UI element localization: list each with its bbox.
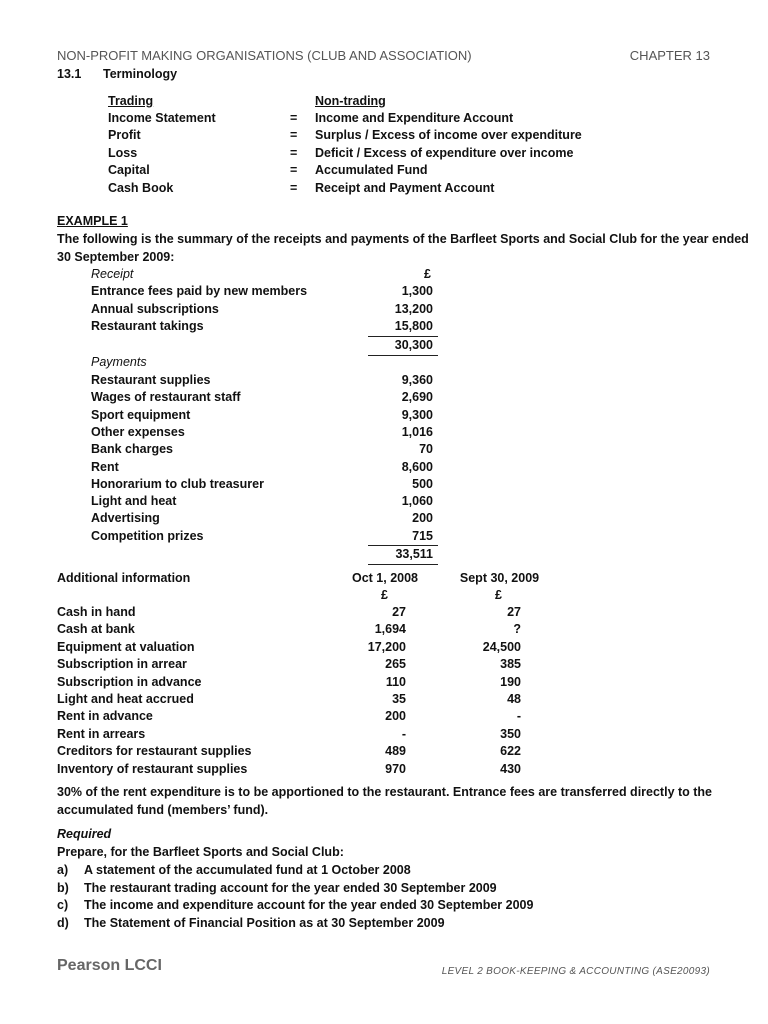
additional-info-row: [0, 621, 768, 639]
equals-sign: =: [290, 180, 298, 195]
equals-sign: =: [290, 163, 298, 178]
required-item: [0, 915, 768, 933]
required-item-letter: d): [57, 915, 69, 930]
payment-row: [0, 528, 768, 546]
required-item: [0, 880, 768, 898]
additional-info-row: [0, 639, 768, 657]
additional-value-sept-2009: 48: [507, 692, 521, 706]
payment-label: Bank charges: [91, 442, 173, 457]
terminology-row: [0, 162, 768, 180]
additional-info-row: [0, 604, 768, 622]
additional-col1-heading: Oct 1, 2008: [351, 571, 418, 585]
required-heading: Required: [57, 827, 112, 841]
footer-course-label: LEVEL 2 BOOK-KEEPING & ACCOUNTING (ASE20093): [441, 966, 710, 977]
payment-amount: 200: [412, 511, 433, 526]
payment-label: Advertising: [91, 511, 160, 526]
payment-row: [0, 459, 768, 477]
page-header-title: NON-PROFIT MAKING ORGANISATIONS (CLUB AND ASSOCIATION): [57, 48, 472, 63]
payment-row: [0, 510, 768, 528]
payment-amount: 9,360: [401, 373, 433, 387]
additional-col2-heading: Sept 30, 2009: [459, 571, 540, 585]
payment-amount: 8,600: [401, 459, 433, 474]
additional-col1-currency: £: [381, 588, 388, 602]
additional-value-sept-2009: ?: [513, 622, 521, 637]
section-number: 13.1: [57, 67, 82, 81]
payment-row: [0, 476, 768, 494]
additional-info-label: Rent in advance: [57, 709, 153, 724]
payment-amount: 9,300: [401, 407, 433, 422]
required-item-letter: c): [57, 898, 69, 912]
additional-value-sept-2009: 430: [500, 761, 521, 776]
receipt-amount: 15,800: [394, 319, 433, 334]
additional-value-oct-2008: 17,200: [367, 639, 406, 654]
additional-info-row: [0, 726, 768, 744]
receipt-row: [0, 301, 768, 319]
additional-info-row: [0, 691, 768, 709]
additional-value-sept-2009: 385: [500, 657, 521, 672]
terminology-non-trading-heading: Non-trading: [315, 94, 386, 108]
additional-col2-currency: £: [495, 588, 502, 602]
terminology-trading-term: Cash Book: [108, 180, 174, 195]
payment-label: Rent: [91, 459, 119, 474]
payment-label: Competition prizes: [91, 528, 204, 543]
terminology-trading-heading: Trading: [108, 94, 154, 108]
terminology-row: [0, 127, 768, 145]
payment-row: [0, 407, 768, 425]
equals-sign: =: [290, 128, 298, 143]
receipts-total: 30,300: [394, 338, 433, 352]
additional-value-oct-2008: -: [401, 726, 406, 741]
payment-amount: 2,690: [401, 390, 433, 405]
additional-value-oct-2008: 970: [385, 761, 406, 776]
payment-label: Other expenses: [91, 424, 185, 439]
payments-heading: Payments: [91, 355, 147, 369]
additional-value-sept-2009: 350: [500, 726, 521, 741]
receipt-amount: 13,200: [394, 301, 433, 316]
terminology-row: [0, 180, 768, 198]
footer-brand: Pearson LCCI: [57, 957, 162, 974]
terminology-non-trading-term: Accumulated Fund: [315, 163, 428, 178]
additional-info-label: Inventory of restaurant supplies: [57, 761, 248, 776]
payment-label: Light and heat: [91, 494, 177, 509]
required-item-letter: a): [57, 863, 69, 877]
terminology-row: [0, 110, 768, 128]
payment-row: [0, 372, 768, 390]
receipt-label: Restaurant takings: [91, 319, 204, 334]
example-intro-line1: The following is the summary of the receipts and payments of the Barfleet Sports and Social Club for the year ended: [57, 232, 749, 246]
note-line1: 30% of the rent expenditure is to be apportioned to the restaurant. Entrance fees are transferred directly to the: [57, 785, 713, 799]
additional-info-label: Equipment at valuation: [57, 639, 195, 654]
payment-label: Restaurant supplies: [91, 373, 211, 387]
payment-amount: 70: [419, 442, 433, 457]
additional-heading: Additional information: [57, 571, 191, 585]
additional-info-row: [0, 708, 768, 726]
required-item-text: The restaurant trading account for the year ended 30 September 2009: [84, 880, 497, 895]
additional-info-label: Subscription in arrear: [57, 657, 187, 672]
additional-value-oct-2008: 110: [385, 674, 406, 689]
additional-info-label: Cash at bank: [57, 622, 135, 637]
additional-info-label: Creditors for restaurant supplies: [57, 744, 252, 759]
additional-value-oct-2008: 489: [385, 744, 406, 759]
payments-total: 33,511: [395, 547, 433, 561]
payment-amount: 1,016: [401, 424, 433, 439]
payment-amount: 1,060: [401, 494, 433, 509]
additional-value-sept-2009: -: [516, 709, 521, 724]
required-intro: Prepare, for the Barfleet Sports and Social Club:: [57, 845, 344, 859]
terminology-row: [0, 145, 768, 163]
equals-sign: =: [290, 111, 298, 125]
required-item-letter: b): [57, 880, 69, 895]
additional-info-row: [0, 674, 768, 692]
payment-row: [0, 493, 768, 511]
payments-total-rule: [368, 564, 438, 565]
additional-info-row: [0, 761, 768, 779]
additional-value-oct-2008: 1,694: [374, 622, 406, 637]
required-item: [0, 862, 768, 880]
payment-label: Wages of restaurant staff: [91, 390, 241, 405]
required-item-text: A statement of the accumulated fund at 1 October 2008: [84, 863, 411, 877]
additional-value-oct-2008: 200: [385, 709, 406, 724]
payment-label: Honorarium to club treasurer: [91, 476, 264, 491]
receipt-row: [0, 318, 768, 336]
section-title: Terminology: [103, 67, 178, 81]
receipts-total-rule: [368, 355, 438, 356]
additional-value-sept-2009: 27: [507, 605, 521, 619]
receipt-currency: £: [424, 267, 431, 281]
terminology-non-trading-term: Income and Expenditure Account: [315, 111, 514, 125]
receipt-row: [0, 283, 768, 301]
receipt-label: Annual subscriptions: [91, 301, 219, 316]
additional-info-label: Cash in hand: [57, 605, 136, 619]
payment-row: [0, 424, 768, 442]
equals-sign: =: [290, 145, 298, 160]
additional-info-label: Rent in arrears: [57, 726, 146, 741]
required-item-text: The Statement of Financial Position as at 30 September 2009: [84, 915, 445, 930]
additional-value-oct-2008: 265: [385, 657, 406, 672]
payment-row: [0, 389, 768, 407]
required-item-text: The income and expenditure account for the year ended 30 September 2009: [84, 898, 534, 912]
receipt-amount: 1,300: [401, 284, 433, 298]
chapter-label: CHAPTER 13: [629, 48, 710, 63]
additional-value-oct-2008: 27: [392, 605, 406, 619]
terminology-non-trading-term: Deficit / Excess of expenditure over income: [315, 145, 574, 160]
terminology-non-trading-term: Receipt and Payment Account: [315, 180, 495, 195]
terminology-trading-term: Income Statement: [108, 111, 216, 125]
additional-info-label: Light and heat accrued: [57, 692, 194, 706]
required-item: [0, 897, 768, 915]
additional-value-sept-2009: 622: [500, 744, 521, 759]
additional-value-oct-2008: 35: [392, 692, 406, 706]
receipt-label: Entrance fees paid by new members: [91, 284, 308, 298]
terminology-trading-term: Profit: [108, 128, 141, 143]
payment-row: [0, 441, 768, 459]
payment-amount: 715: [412, 528, 433, 543]
terminology-trading-term: Capital: [108, 163, 150, 178]
example-title: EXAMPLE 1: [57, 214, 128, 228]
receipt-heading: Receipt: [91, 267, 134, 281]
payment-amount: 500: [412, 476, 433, 491]
terminology-trading-term: Loss: [108, 145, 138, 160]
additional-value-sept-2009: 190: [500, 674, 521, 689]
additional-info-row: [0, 743, 768, 761]
note-line2: accumulated fund (members’ fund).: [57, 803, 269, 817]
additional-info-row: [0, 656, 768, 674]
example-intro-line2: 30 September 2009:: [57, 250, 175, 264]
terminology-non-trading-term: Surplus / Excess of income over expenditure: [315, 128, 582, 143]
payment-label: Sport equipment: [91, 407, 191, 422]
additional-value-sept-2009: 24,500: [482, 639, 521, 654]
additional-info-label: Subscription in advance: [57, 674, 202, 689]
